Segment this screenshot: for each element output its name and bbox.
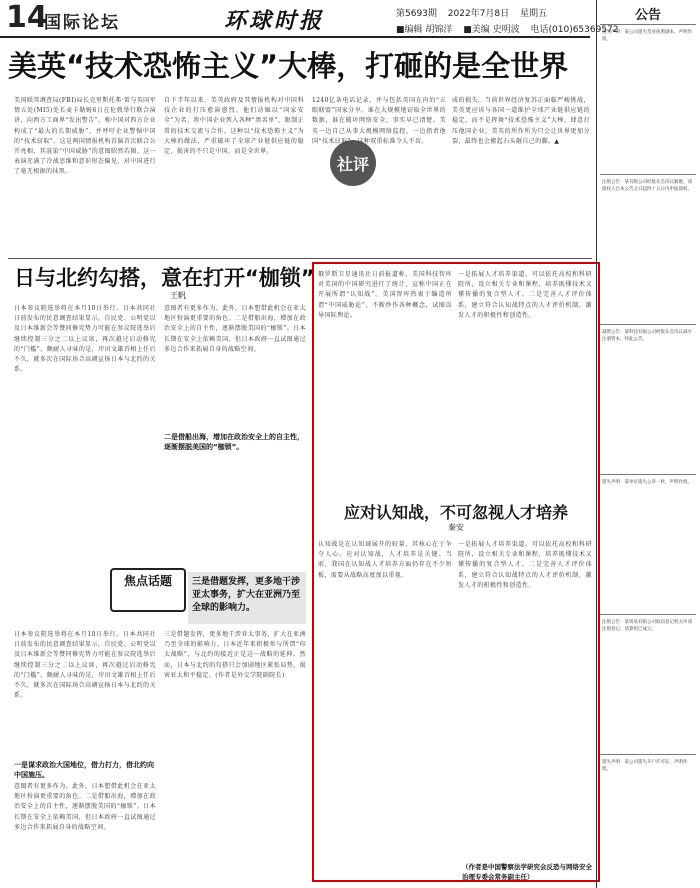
- masthead: [0, 0, 619, 38]
- boxed-article-col1: 认知战是在认知域展开的较量，其核心在于争夺人心。应对认知战，人才培养是关键。当前，我国在认知战人才培养方面仍存在不少短板，需要从战略高度加以重视。: [318, 541, 452, 579]
- article2-col3: 三是借题发挥，更多地干涉亚太事务，扩大在亚洲乃至全球的影响力。日本近年来积极参与所谓“印太战略”，与北约的接近正是这一战略的延伸。然而，日本与北约的勾搭只会加剧地区紧张局势，损害亚太和平稳定。(作者是外交学院副院长): [164, 631, 306, 679]
- notice-divider: [600, 324, 696, 325]
- notice-title: 公告: [634, 8, 661, 23]
- notice-divider: [600, 24, 696, 25]
- focus-topic-badge: 焦点话题: [110, 568, 186, 612]
- commentary-badge: 社评: [330, 140, 376, 186]
- article2-subhead-1: 一是谋求政治大国地位，借力打力，借北约向中国施压。: [14, 761, 154, 780]
- section-divider: [8, 258, 592, 259]
- boxed-article-title: 应对认知战，不可忽视人才培养: [343, 503, 568, 522]
- notice-item: 减资公告：某科技有限公司经股东会决议减少注册资本，特此公告。: [602, 330, 692, 342]
- issue-number: 第5693期: [396, 9, 437, 19]
- boxed-article-intro-a: 俄罗斯卫星通讯社日前报道称，美国科技智库对美国的中国研究进行了统计，宣称中国正在开展所谓“认知战”。美国智库热衷于编造所谓“中国威胁论”，不断炒作各种概念，试图误导国际舆论。: [318, 271, 452, 319]
- notice-item: 注销公告：某有限公司经股东会决议解散，请债权人自本公告之日起四十五日内申报债权。: [602, 180, 692, 192]
- notice-divider: [600, 754, 696, 755]
- section-title: 国际论坛: [44, 13, 120, 33]
- boxed-article-author-note: （作者是中国警察法学研究会反恐与网络安全治理专委会常务副主任）: [462, 863, 592, 881]
- credits-line: [396, 22, 627, 35]
- article2-subhead-2: 二是借船出海，增加在政治安全上的自主性，逐渐摆脱美国的“枷锁”。: [164, 433, 304, 452]
- boxed-article-intro-b: 一是拓展人才培养渠道。可以依托高校和科研院所，设立相关专业和课程，培养既懂技术又懂传播的复合型人才。二是完善人才评价体系，建立符合认知战特点的人才评价机制，激发人才的积极性和创造性。: [458, 271, 592, 319]
- notice-item: 遗失声明：某公司遗失营业执照副本，声明作废。: [602, 30, 692, 42]
- article2-col1-cont: 日本参议院选举将在本月10日举行。日本共同社日前发布的民意调查结果显示，自民党、公明党以及日本维新会等赞同修宪势力可能在参议院选举后继续控制三分之二以上议席，再次越过启动修宪的“门槛”。颇耐人寻味的是，岸田文雄首相上任后不久，就多次在国际场合高调宣扬日本与北约的关系。: [14, 631, 156, 700]
- lead-article-col2: 自下半年以来，美英政府及其情报机构对中国科技企业的打压愈演愈烈。他们动辄以“国家安全”为名，将中国企业列入各种“黑名单”，限制正常的技术交流与合作。这种以“技术恐怖主义”为大棒的做法，严重破坏了全球产业链供应链的稳定，损害的不只是中国，而是全世界。: [164, 97, 304, 156]
- issue-date: 2022年7月8日: [447, 9, 510, 19]
- article2-col1-end: 意图者有更多作为。此外，日本想借此机会在亚太地区扮演更重要的角色。二是借船出海，增加在政治安全上的自主性，逐渐摆脱美国的“枷锁”。日本长期在安全上依赖美国，但日本政府一直试图通过多边合作来拓展自身的战略空间。: [14, 783, 156, 831]
- designer-credit: ■美编 史明波: [463, 25, 520, 35]
- notice-divider: [600, 174, 696, 175]
- boxed-article-byline: 秦安: [448, 523, 464, 532]
- newspaper-logo: 环球时报: [224, 8, 325, 34]
- article2-headline: 日与北约勾搭，意在打开“枷锁”: [14, 266, 315, 290]
- phone-credit: 电话(010)65369572: [530, 25, 619, 35]
- editor-credit: ■编辑 胡锦洋: [396, 25, 453, 35]
- notice-item: 遗失声明：某公司遗失开户许可证，声明作废。: [602, 760, 688, 772]
- boxed-article-col2: 一是拓展人才培养渠道。可以依托高校和科研院所，设立相关专业和课程，培养既懂技术又懂传播的复合型人才。二是完善人才评价体系，建立符合认知战特点的人才评价机制，激发人才的积极性和创造性。: [458, 541, 592, 589]
- lead-article-col4: 成的损失。当前世界经济复苏正面临严峻挑战，美英更应该与各国一道维护全球产业链供应链的稳定，而不是挥舞“技术恐怖主义”大棒，肆意打压他国企业。美英的所作所为只会让世界更加分裂，最终也会搬起石头砸自己的脚。▲: [452, 97, 590, 145]
- notice-divider: [600, 474, 696, 475]
- main-headline: 美英“技术恐怖主义”大棒，打砸的是全世界: [8, 49, 569, 83]
- article2-col2: 意图者有更多作为。此外，日本想借此机会在亚太地区扮演更重要的角色。二是借船出海，增加在政治安全上的自主性，逐渐摆脱美国的“枷锁”。日本长期在安全上依赖美国，但日本政府一直试图通过多边合作来拓展自身的战略空间。: [164, 305, 306, 353]
- issue-line: [396, 6, 555, 19]
- lead-article-col1: 美国联邦调查局(FBI)局长克里斯托弗·雷与英国军情五处(MI5)处长麦卡勒姆6日在伦敦举行联合演讲，向西方工商界“发出警告”，称中国对西方企业构成了“最大的长期威胁”，并呼吁企业警惕中国的“技术窃取”。这是两国情报机构首脑首次联合公开亮相，其渲染“中国威胁”的意图昭然若揭。这一表演充满了冷战思维和意识形态偏见，对中国进行了毫无根据的抹黑。: [14, 97, 156, 176]
- notice-divider: [600, 614, 696, 615]
- issue-weekday: 星期五: [520, 9, 548, 19]
- article2-col1: 日本参议院选举将在本月10日举行。日本共同社日前发布的民意调查结果显示，自民党、公明党以及日本维新会等赞同修宪势力可能在参议院选举后继续控制三分之二以上议席，再次越过启动修宪的“门槛”。颇耐人寻味的是，岸田文雄首相上任后不久，就多次在国际场合高调宣扬日本与北约的关系。: [14, 305, 156, 374]
- page-number: 14: [6, 0, 48, 35]
- article2-byline: 王帆: [170, 291, 186, 300]
- notice-item: 遗失声明：某单位遗失公章一枚，声明作废。: [602, 480, 692, 485]
- notice-item: 注销公告：某贸易有限公司拟向登记机关申请注销登记，清算组已成立。: [602, 620, 692, 632]
- lead-article-col3: 1240亿条电话记录，并与包括英国在内的“五眼联盟”国家分享。谁在大规模地窃取全世界的数据，谁在破坏网络安全，事实早已清楚。美英一边自己从事大规模网络监控，一边指责他国“技术窃取”，这种双重标准令人不齿。: [312, 97, 446, 145]
- focus-highlight: 三是借题发挥，更多地干涉亚太事务，扩大在亚洲乃至全球的影响力。: [188, 572, 306, 624]
